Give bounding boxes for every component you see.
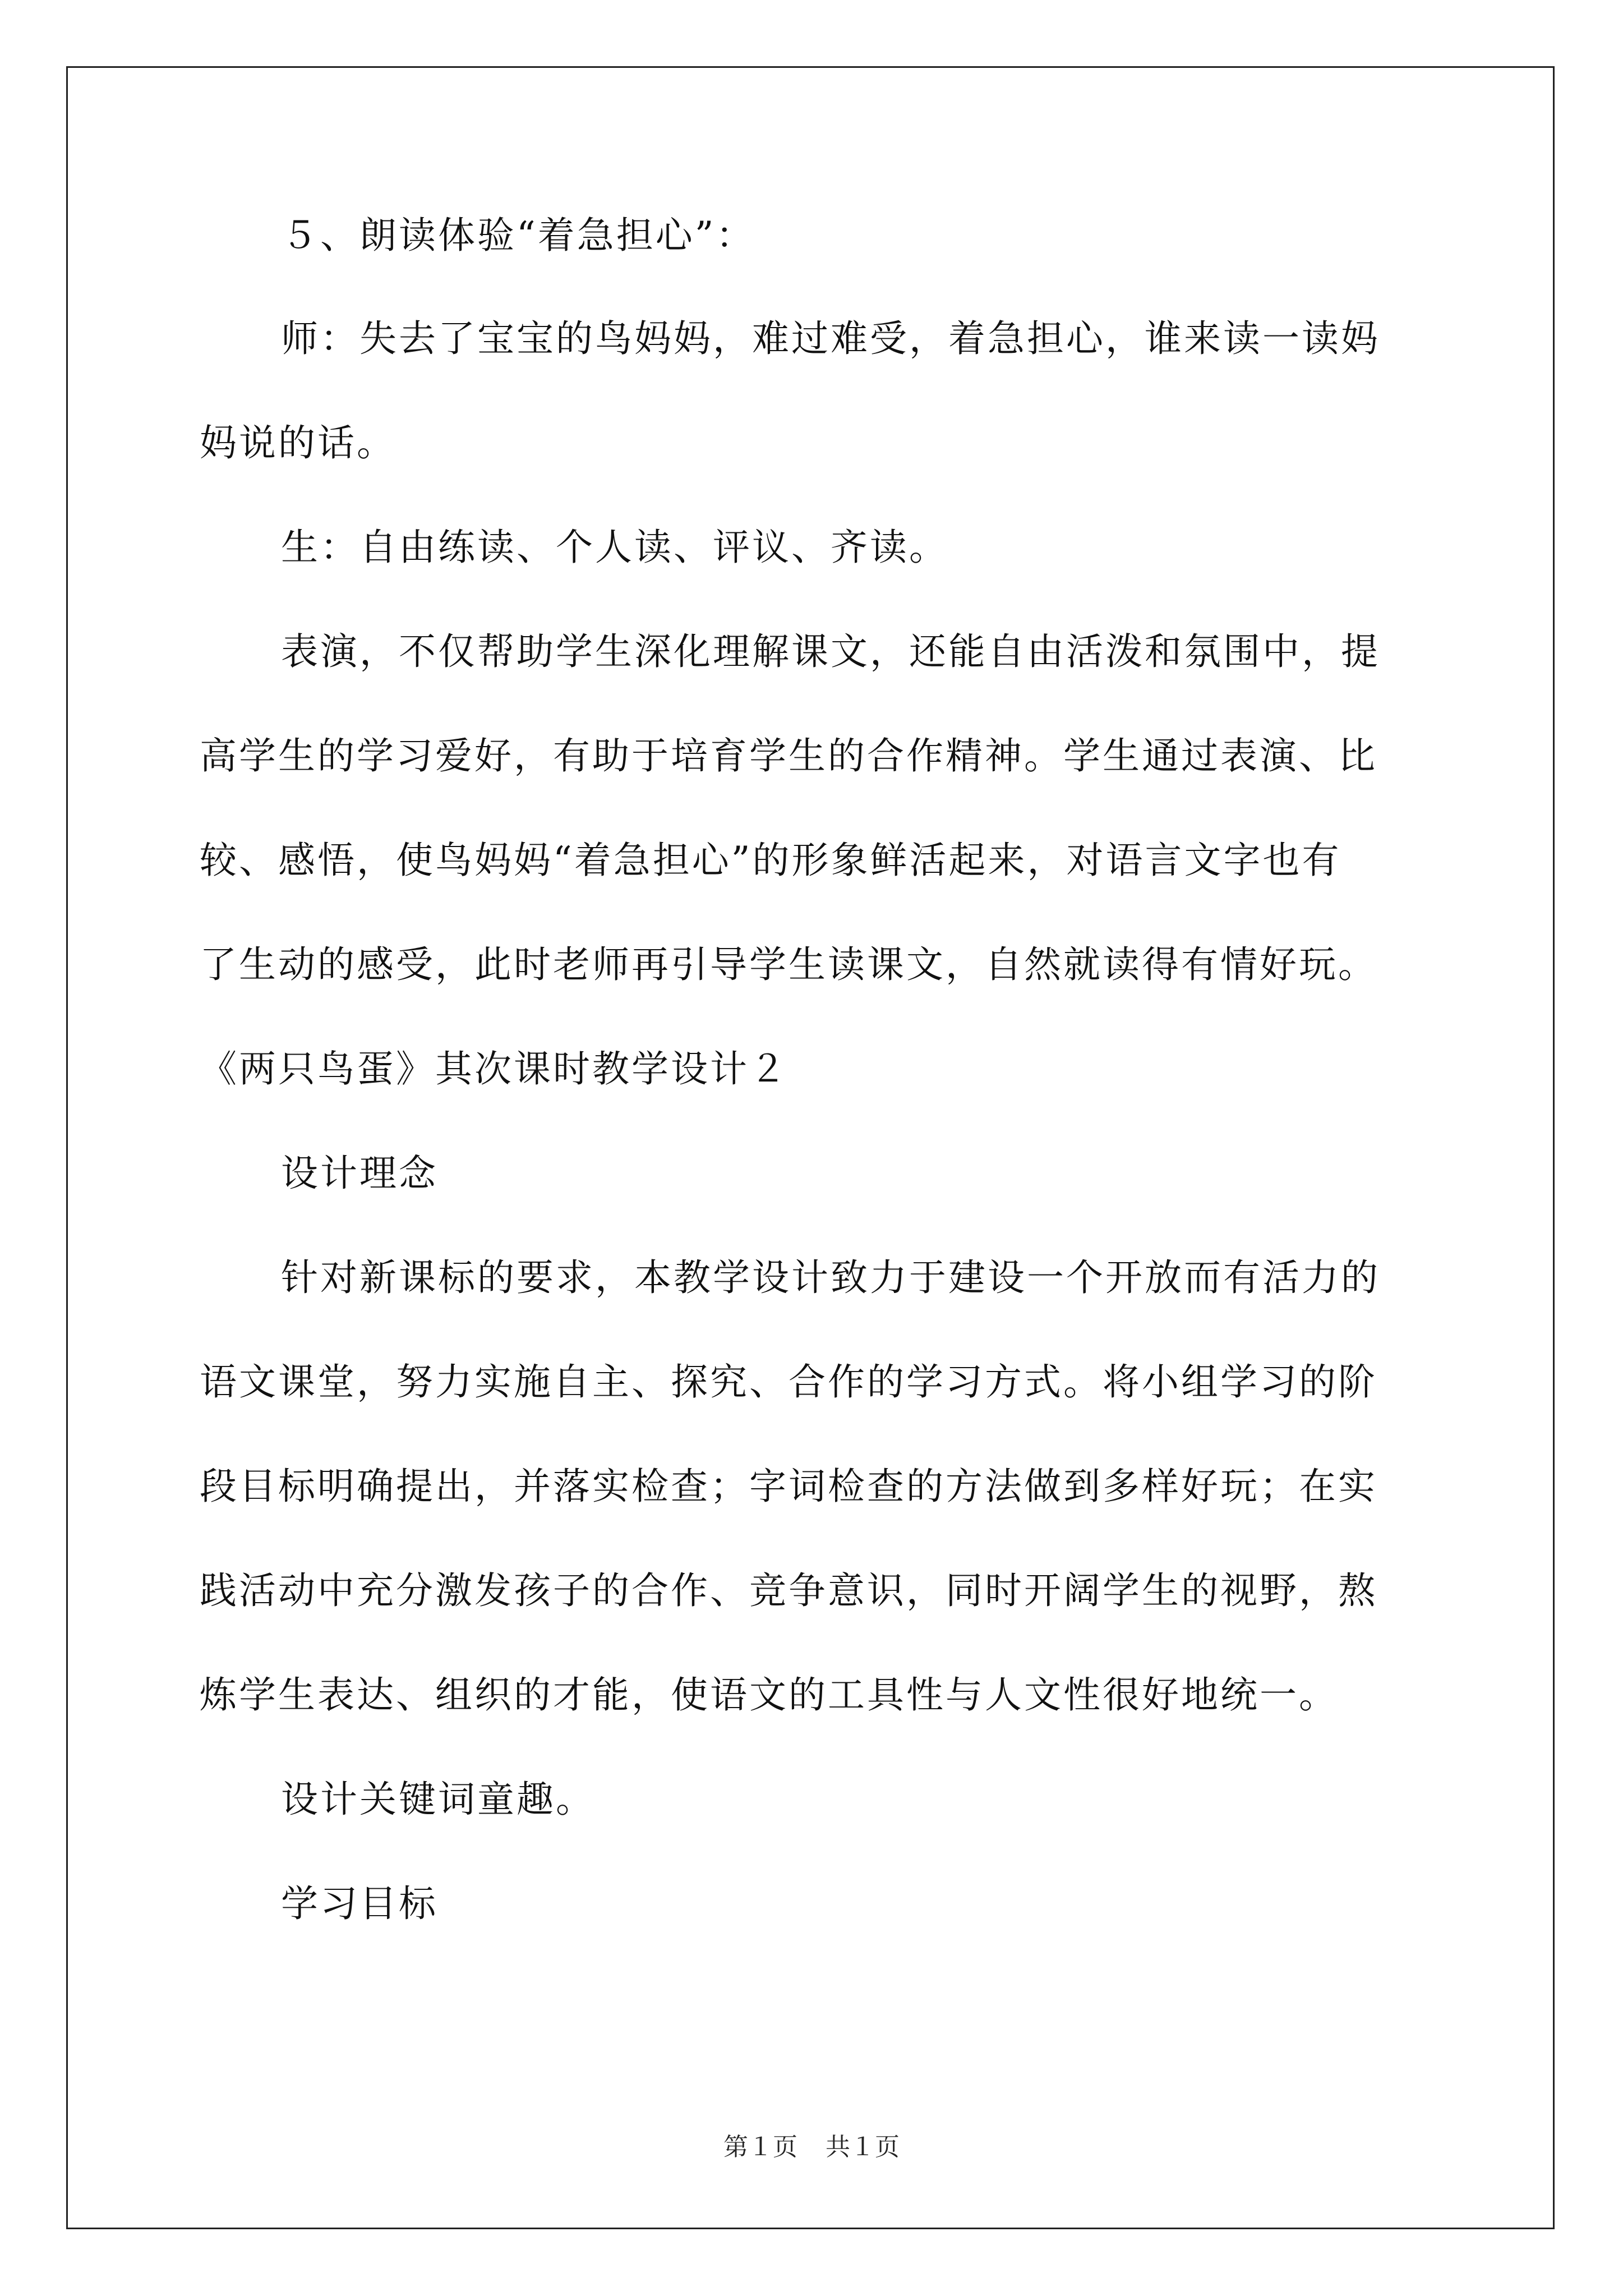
text-line: 高学生的学习爱好，有助于培育学生的合作精神。学生通过表演、比 [200, 734, 1377, 777]
text-line: 学习目标 [281, 1882, 438, 1925]
text-line: ５、朗读体验“着急担心”： [281, 214, 755, 257]
text-line: 设计理念 [281, 1152, 438, 1195]
page-number-current: 第１页 [723, 2133, 797, 2161]
text-line: 炼学生表达、组织的才能，使语文的工具性与人文性很好地统一。 [200, 1673, 1338, 1717]
text-line: 生：自由练读、个人读、评议、齐读。 [281, 526, 948, 569]
text-line: 较、感悟，使鸟妈妈“着急担心”的形象鲜活起来，对语言文字也有 [200, 839, 1341, 882]
text-line: 针对新课标的要求，本教学设计致力于建设一个开放而有活力的 [281, 1256, 1380, 1299]
text-line: 设计关键词童趣。 [281, 1778, 595, 1821]
text-line: 了生动的感受，此时老师再引导学生读课文，自然就读得有情好玩。 [200, 943, 1377, 986]
text-line: 语文课堂，努力实施自主、探究、合作的学习方式。将小组学习的阶 [200, 1360, 1377, 1404]
text-line: 表演，不仅帮助学生深化理解课文，还能自由活泼和氛围中，提 [281, 630, 1380, 673]
text-line: 师：失去了宝宝的鸟妈妈，难过难受，着急担心，谁来读一读妈 [281, 317, 1380, 360]
text-line: 践活动中充分激发孩子的合作、竞争意识，同时开阔学生的视野，熬 [200, 1569, 1377, 1612]
text-line: 妈说的话。 [200, 421, 396, 464]
page-footer [0, 2132, 1623, 2163]
section-heading: 《两只鸟蛋》其次课时教学设计２ [200, 1047, 789, 1091]
text-line: 段目标明确提出，并落实检查；字词检查的方法做到多样好玩；在实 [200, 1465, 1377, 1508]
page-number-total: 共１页 [826, 2133, 900, 2161]
